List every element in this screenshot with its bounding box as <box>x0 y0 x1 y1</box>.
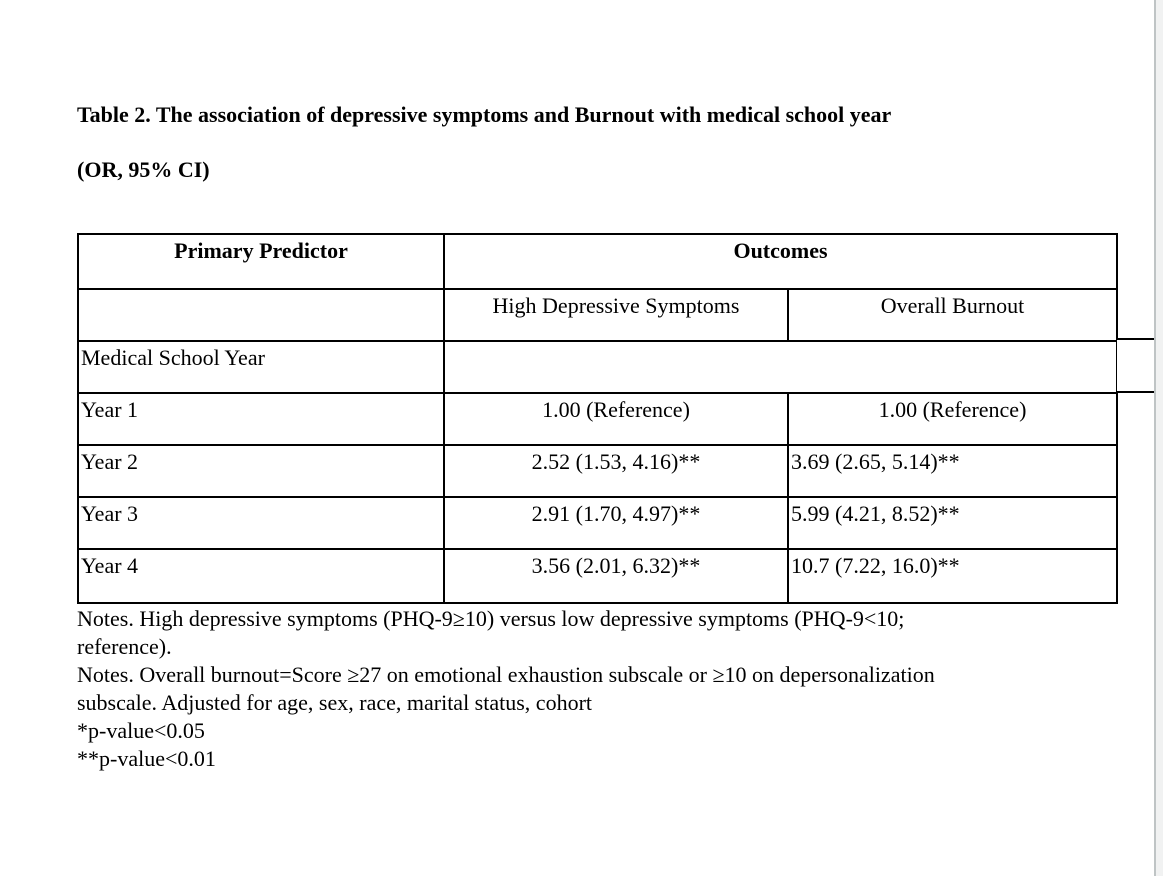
row-label-year-2: Year 2 <box>78 445 444 497</box>
group-label-medical-school-year: Medical School Year <box>78 341 444 393</box>
year3-high-depressive-value: 2.91 (1.70, 4.97)** <box>444 497 788 549</box>
note-line: reference). <box>77 634 172 659</box>
table-subheader-row <box>78 289 1117 341</box>
year3-overall-burnout-value: 5.99 (4.21, 8.52)** <box>788 497 1117 549</box>
table-caption <box>77 101 891 184</box>
subheader-high-depressive: High Depressive Symptoms <box>444 289 788 341</box>
table-notes <box>77 605 1087 773</box>
table-row <box>78 497 1117 549</box>
year2-high-depressive-value: 2.52 (1.53, 4.16)** <box>444 445 788 497</box>
table-row <box>78 393 1117 445</box>
year1-overall-burnout-value: 1.00 (Reference) <box>788 393 1117 445</box>
row-label-year-4: Year 4 <box>78 549 444 603</box>
header-primary-predictor: Primary Predictor <box>78 234 444 289</box>
subheader-empty-cell <box>78 289 444 341</box>
table-group-row <box>78 341 1117 393</box>
group-empty-cell <box>444 341 1117 393</box>
table-caption-line1: Table 2. The association of depressive symptoms and Burnout with medical school year <box>77 102 892 127</box>
note-line: *p-value<0.05 <box>77 718 205 743</box>
year2-overall-burnout-value: 3.69 (2.65, 5.14)** <box>788 445 1117 497</box>
subheader-overall-burnout: Overall Burnout <box>788 289 1117 341</box>
table-row <box>78 445 1117 497</box>
note-line: Notes. Overall burnout=Score ≥27 on emotional exhaustion subscale or ≥10 on depersonalization <box>77 662 935 687</box>
year4-overall-burnout-value: 10.7 (7.22, 16.0)** <box>788 549 1117 603</box>
note-line: **p-value<0.01 <box>77 746 216 771</box>
table-row <box>78 549 1117 603</box>
table-overflow-cell-fragment <box>1117 338 1155 393</box>
row-label-year-3: Year 3 <box>78 497 444 549</box>
results-table <box>77 233 1118 604</box>
table-caption-line2: (OR, 95% CI) <box>77 157 210 182</box>
header-outcomes: Outcomes <box>444 234 1117 289</box>
note-line: Notes. High depressive symptoms (PHQ-9≥10) versus low depressive symptoms (PHQ-9<10; <box>77 606 905 631</box>
note-line: subscale. Adjusted for age, sex, race, marital status, cohort <box>77 690 593 715</box>
year1-high-depressive-value: 1.00 (Reference) <box>444 393 788 445</box>
row-label-year-1: Year 1 <box>78 393 444 445</box>
scrollbar-track[interactable] <box>1156 0 1163 876</box>
table-header-row <box>78 234 1117 289</box>
year4-high-depressive-value: 3.56 (2.01, 6.32)** <box>444 549 788 603</box>
